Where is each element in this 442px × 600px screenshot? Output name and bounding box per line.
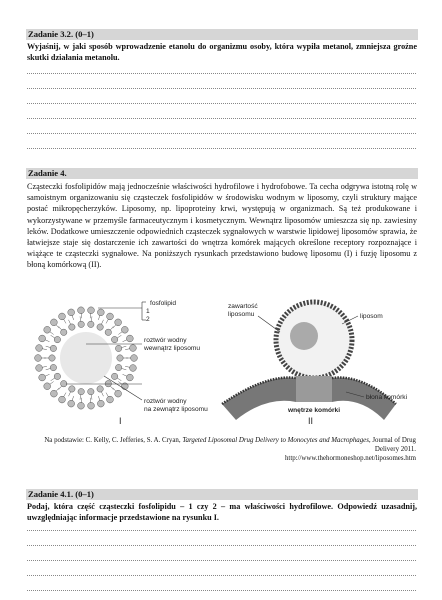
phospholipid-head — [39, 335, 46, 342]
phospholipid-head — [126, 335, 133, 342]
task-3-2-header: Zadanie 3.2. (0–1) — [26, 29, 418, 40]
label-part-2: 2 — [146, 316, 150, 323]
phospholipid-head — [111, 373, 117, 379]
phospholipid-tail — [46, 368, 51, 369]
phospholipid-head — [78, 321, 84, 327]
phospholipid-tail — [106, 319, 109, 323]
phospholipid-tail — [98, 315, 100, 320]
phospholipid-tail — [42, 349, 47, 350]
phospholipid-tail — [122, 368, 127, 369]
phospholipid-head — [78, 307, 85, 314]
phospholipid-head — [50, 345, 56, 351]
phospholipid-tail — [51, 335, 55, 338]
label-liposom: liposom — [360, 313, 383, 320]
liposome-figure — [26, 296, 418, 441]
label-roztwor-wewnatrz-line2: wewnątrz liposomu — [144, 345, 201, 352]
phospholipid-head — [59, 396, 66, 403]
phospholipid-tail — [118, 332, 122, 335]
phospholipid-tail — [117, 378, 121, 381]
phospholipid-head — [36, 365, 43, 372]
answer-line[interactable] — [27, 148, 416, 149]
phospholipid-tail — [98, 396, 100, 401]
source-suffix: , Journal of Drug Delivery 2011. — [368, 437, 416, 453]
label-zawartosc-line2: liposomu — [228, 311, 255, 318]
task-3-2-question: Wyjaśnij, w jaki sposób wprowadzenie etanolu do organizmu osoby, która wypiła metanol, zmniejsza groźne skutki działania metanolu. — [27, 42, 417, 63]
phospholipid-head — [97, 400, 104, 407]
phospholipid-head — [130, 345, 137, 352]
fusion-pore — [296, 376, 332, 402]
phospholipid-head — [88, 402, 95, 409]
phospholipid-head — [88, 388, 94, 394]
liposome-diagram — [26, 296, 418, 441]
answer-line[interactable] — [27, 88, 416, 89]
answer-line[interactable] — [27, 545, 416, 546]
phospholipid-tail — [81, 313, 82, 318]
phospholipid-tail — [117, 335, 121, 338]
answer-line[interactable] — [27, 103, 416, 104]
phospholipid-head — [117, 355, 123, 361]
task-4-paragraph: Cząsteczki fosfolipidów mają jednocześnie właściwości hydrofilowe i hydrofobowe. Ta cecha odgrywa istotną rolę w samoistnym organizowaniu się cząsteczek fosfolipidów w środowisku wodnym w liposomy, czyli struktury mające postać mikropęcherzyków. Liposomy, np. lipoproteiny krwi, występują w organizmach. Są też produkowane i wykorzystywane w przemyśle farmaceutycznym i kosmetycznym. Wewnątrz liposomów umieszcza się np. zawiesiny leków. Dodatkowe umieszczenie odpowiednich cząsteczek sygnałowych w warstwie lipidowej liposomów sprawia, że łatwiejsze staje się dostarczenie ich zawartości do wnętrza komórek mających określone receptory rozpoznające i wiążące te cząsteczki sygnałowe. Na poniższych rysunkach przedstawiono budowę liposomu (I) i fuzję liposomu z błoną komórkową (II). — [27, 182, 417, 270]
phospholipid-head — [35, 355, 42, 362]
source-url[interactable]: http://www.thehormoneshop.net/liposomes.htm — [284, 455, 416, 462]
phospholipid-head — [69, 386, 75, 392]
phospholipid-tail — [106, 393, 109, 397]
figure-roman-I: I — [119, 416, 122, 426]
phospholipid-head — [54, 336, 60, 342]
phospholipid-head — [50, 364, 56, 370]
phospholipid-tail — [69, 392, 71, 397]
answer-line[interactable] — [27, 560, 416, 561]
phospholipid-tail — [64, 393, 67, 397]
phospholipid-tail — [123, 340, 128, 342]
phospholipid-head — [107, 313, 114, 320]
source-title: Targeted Liposomal Drug Delivery to Monocytes and Macrophages — [182, 437, 369, 444]
phospholipid-tail — [45, 340, 50, 342]
phospholipid-head — [69, 324, 75, 330]
cell-membrane-left — [222, 378, 296, 420]
phospholipid-head — [68, 400, 75, 407]
answer-line[interactable] — [27, 530, 416, 531]
phospholipid-head — [36, 345, 43, 352]
phospholipid-head — [68, 309, 75, 316]
label-fosfolipid: fosfolipid — [150, 300, 177, 307]
phospholipid-tail — [101, 392, 103, 397]
phospholipid-head — [107, 396, 114, 403]
phospholipid-tail — [90, 398, 91, 403]
label-part-1: 1 — [146, 308, 150, 315]
answer-line[interactable] — [27, 575, 416, 576]
phospholipid-tail — [90, 313, 91, 318]
phospholipid-tail — [51, 378, 55, 381]
task-4-1-header: Zadanie 4.1. (0–1) — [26, 489, 418, 500]
phospholipid-tail — [46, 346, 51, 347]
phospholipid-tail — [80, 395, 81, 400]
phospholipid-head — [44, 383, 51, 390]
answer-line[interactable] — [27, 133, 416, 134]
phospholipid-tail — [123, 374, 128, 376]
phospholipid-tail — [64, 319, 67, 323]
phospholipid-head — [78, 402, 85, 409]
phospholipid-head — [97, 324, 103, 330]
phospholipid-tail — [91, 395, 92, 400]
phospholipid-head — [131, 355, 138, 362]
label-roztwor-zewnatrz-line1: roztwór wodny — [144, 398, 187, 405]
phospholipid-head — [54, 373, 60, 379]
phospholipid-tail — [101, 320, 103, 325]
phospholipid-tail — [42, 366, 47, 367]
liposome-structure-I — [35, 307, 138, 409]
label-wnetrze-komorki: wnętrze komórki — [288, 407, 341, 414]
task-4-1-question: Podaj, która część cząsteczki fosfolipidu – 1 czy 2 – ma właściwości hydrofilowe. Odpowiedź uzasadnij, uwzględniając informacje przedstawione na rysunku I. — [27, 502, 417, 523]
phospholipid-head — [115, 364, 121, 370]
answer-line[interactable] — [27, 590, 416, 591]
phospholipid-head — [88, 307, 95, 314]
label-roztwor-wewnatrz-line1: roztwór wodny — [144, 337, 187, 344]
phospholipid-tail — [91, 316, 92, 321]
source-prefix: Na podstawie: C. Kelly, C. Jefferies, S. A. Cryan, — [44, 437, 181, 444]
phospholipid-head — [78, 388, 84, 394]
figure-source — [40, 436, 416, 463]
phospholipid-tail — [122, 346, 127, 347]
phospholipid-tail — [50, 382, 54, 385]
phospholipid-tail — [125, 349, 130, 350]
phospholipid-tail — [125, 366, 130, 367]
phospholipid-tail — [45, 374, 50, 376]
answer-line[interactable] — [27, 73, 416, 74]
phospholipid-tail — [80, 316, 81, 321]
phospholipid-head — [111, 336, 117, 342]
phospholipid-head — [39, 374, 46, 381]
label-zawartosc-line1: zawartość — [228, 303, 258, 310]
phospholipid-tail — [81, 398, 82, 403]
phospholipid-head — [88, 321, 94, 327]
phospholipid-head — [97, 309, 104, 316]
phospholipid-head — [44, 326, 51, 333]
liposome-content — [290, 322, 318, 350]
label-blona-komorki: błona komórki — [366, 394, 408, 401]
phospholipid-head — [59, 313, 66, 320]
phospholipid-head — [130, 365, 137, 372]
phospholipid-head — [115, 345, 121, 351]
figure-roman-II: II — [308, 416, 314, 426]
phospholipid-tail — [72, 396, 74, 401]
answer-line[interactable] — [27, 118, 416, 119]
phospholipid-tail — [50, 332, 54, 335]
phospholipid-head — [49, 355, 55, 361]
task-4-header: Zadanie 4. — [26, 168, 418, 179]
phospholipid-head — [97, 386, 103, 392]
phospholipid-tail — [72, 315, 74, 320]
phospholipid-tail — [69, 320, 71, 325]
phospholipid-head — [126, 374, 133, 381]
phospholipid-head — [121, 326, 128, 333]
label-roztwor-zewnatrz-line2: na zewnątrz liposomu — [144, 406, 208, 413]
